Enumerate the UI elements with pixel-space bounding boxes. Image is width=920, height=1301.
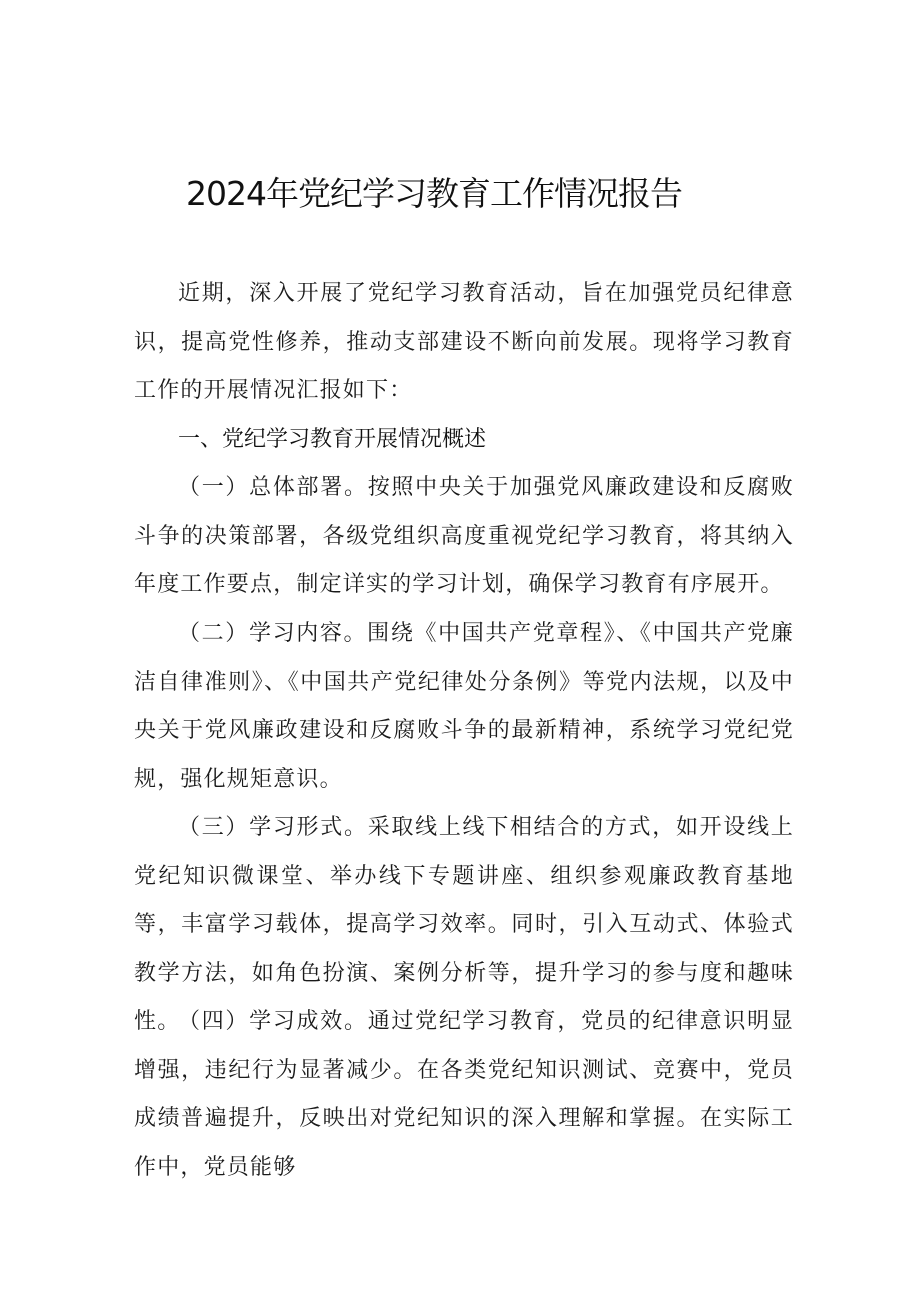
document-title: 2024年党纪学习教育工作情况报告: [186, 174, 682, 213]
paragraph-overall-deployment: （一）总体部署。按照中央关于加强党风廉政建设和反腐败斗争的决策部署，各级党组织高度重视党纪学习教育，将其纳入年度工作要点，制定详实的学习计划，确保学习教育有序展开。: [134, 475, 794, 597]
paragraph-study-content: （二）学习内容。围绕《中国共产党章程》、《中国共产党廉洁自律准则》、《中国共产党纪律处分条例》等党内法规，以及中央关于党风廉政建设和反腐败斗争的最新精神，系统学习党纪党规，强化规矩意识。: [134, 621, 794, 792]
paragraph-study-format: （三）学习形式。采取线上线下相结合的方式，如开设线上党纪知识微课堂、举办线下专题讲座、组织参观廉政教育基地等，丰富学习载体，提高学习效率。同时，引入互动式、体验式教学方法，如角色扮演、案例分析等，提升学习的参与度和趣味性。: [134, 815, 794, 1034]
section-heading: 一、党纪学习教育开展情况概述: [178, 427, 487, 452]
intro-paragraph: 近期，深入开展了党纪学习教育活动，旨在加强党员纪律意识，提高党性修养，推动支部建设不断向前发展。现将学习教育工作的开展情况汇报如下：: [134, 281, 794, 403]
paragraph-study-results: （四）学习成效。通过党纪学习教育，党员的纪律意识明显增强，违纪行为显著减少。在各类党纪知识测试、竞赛中，党员成绩普遍提升，反映出对党纪知识的深入理解和掌握。在实际工作中，党员能够: [134, 1009, 794, 1180]
